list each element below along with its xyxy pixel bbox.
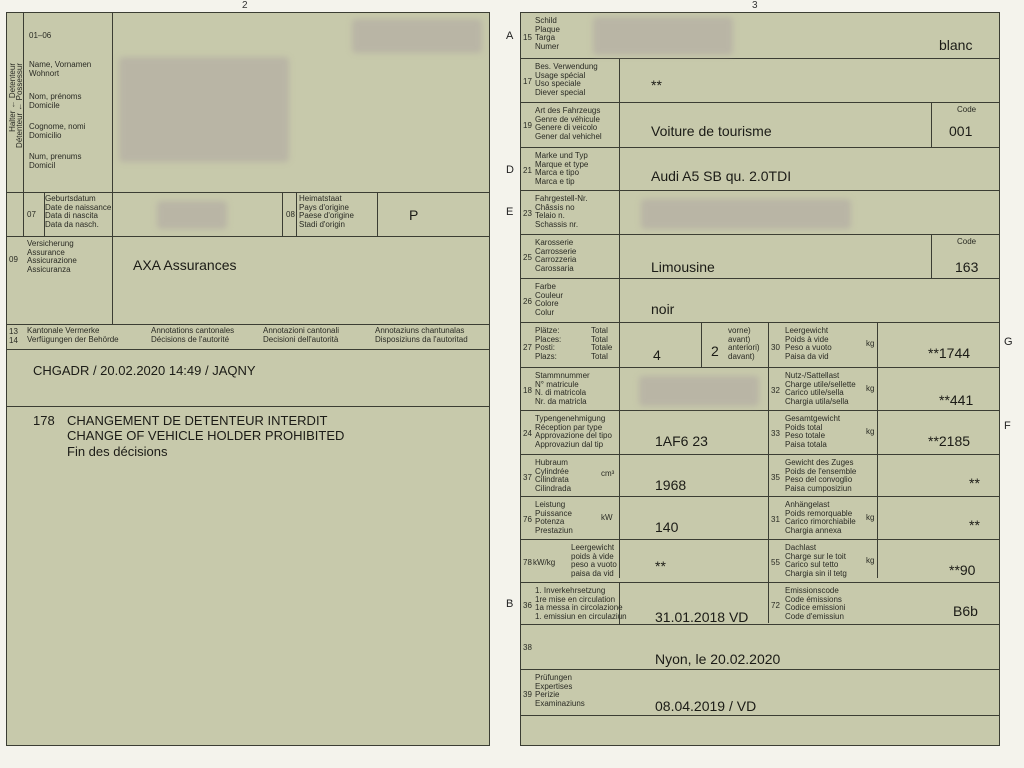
field-number-19: 19 (523, 121, 532, 130)
displacement-unit: cm³ (601, 469, 615, 478)
payload-labels: Nutz-/Sattellast Charge utile/sellette Carico utile/sella Chargia utila/sella (785, 371, 856, 406)
power-unit: kW (601, 513, 613, 522)
vehicle-type-code: 001 (949, 123, 973, 139)
plate-labels: Schild Plaque Targa Numer (535, 16, 560, 51)
displacement-train-row (521, 455, 999, 497)
displacement-value: 1968 (655, 477, 687, 493)
birth-labels: Geburtsdatum Date de naissance Data di nascita Data da nasch. (45, 194, 112, 229)
origin-labels: Heimatstaat Pays d'origine Paese d'origine Stadi d'origin (299, 194, 354, 229)
total-weight-value: **2185 (928, 433, 971, 449)
decision-line-3: Fin des décisions (67, 444, 168, 459)
redacted-master-no (639, 376, 759, 406)
train-weight-value: ** (969, 475, 980, 491)
nom-labels: Nom, prénoms Domicile (29, 92, 82, 110)
first-reg-labels: 1. Inverkehrsetzung 1re mise en circulation 1a messa in circolazione 1. emissiun en circulaziun (535, 586, 627, 621)
field-number-08: 08 (286, 210, 295, 219)
body-value: Limousine (651, 259, 715, 275)
field-number-37: 37 (523, 473, 532, 482)
color-labels: Farbe Couleur Colore Colur (535, 282, 564, 317)
inspection-labels: Prüfungen Expertises Perizie Examinaziuns (535, 673, 585, 708)
vehicle-type-value: Voiture de tourisme (651, 123, 772, 139)
field-number-26: 26 (523, 297, 532, 306)
field-number-36: 36 (523, 601, 532, 610)
plate-row (521, 13, 999, 59)
displacement-labels: Hubraum Cylindrée Cilindrata Cilindrada (535, 458, 572, 493)
make-row (521, 148, 999, 191)
empty-weight-value: **1744 (928, 345, 971, 361)
birth-row (7, 193, 489, 237)
field-number-13: 13 (9, 327, 18, 336)
margin-letter-f: F (1004, 420, 1011, 432)
field-number-31: 31 (771, 515, 780, 524)
field-number-23: 23 (523, 209, 532, 218)
page-number-left: 2 (242, 0, 248, 11)
field-number-55: 55 (771, 558, 780, 567)
empty-weight-labels: Leergewicht Poids à vide Peso a vuoto Paisa da vid (785, 326, 832, 361)
empty-weight-unit: kg (866, 339, 875, 348)
insurance-row (7, 237, 489, 325)
annotations-header-fr: Annotations cantonales Décisions de l'autorité (151, 326, 235, 344)
train-weight-labels: Gewicht des Zuges Poids de l'ensemble Peso del convoglio Paisa cumposiziun (785, 458, 857, 493)
seats-value: 4 (653, 347, 661, 363)
annotations-header-rm: Annotaziuns chantunalas Disposiziuns da l'autoritad (375, 326, 468, 344)
payload-unit: kg (866, 384, 875, 393)
field-number-32: 32 (771, 386, 780, 395)
redacted-chassis (641, 199, 851, 229)
vehicle-type-code-label: Code (957, 105, 977, 114)
seats-front-value: 2 (711, 343, 719, 359)
field-number-25: 25 (523, 253, 532, 262)
issue-row (521, 625, 999, 670)
trailer-load-labels: Anhängelast Poids remorquable Carico rimorchiabile Chargia annexa (785, 500, 856, 535)
field-number-18: 18 (523, 386, 532, 395)
roof-load-unit: kg (866, 556, 875, 565)
seats-total-labels: Total Total Totale Total (591, 326, 613, 361)
cognome-labels: Cognome, nomi Domicilio (29, 122, 86, 140)
margin-letter-d: D (506, 164, 514, 176)
inspection-value: 08.04.2019 / VD (655, 698, 757, 714)
color-row (521, 279, 999, 323)
power-value: 140 (655, 519, 679, 535)
total-weight-unit: kg (866, 427, 875, 436)
origin-value: P (409, 207, 419, 223)
issue-value: Nyon, le 20.02.2020 (655, 651, 781, 667)
emission-labels: Emissionscode Code émissions Codice emissioni Code d'emissiun (785, 586, 846, 621)
field-number-30: 30 (771, 343, 780, 352)
decision-line-2: CHANGE OF VEHICLE HOLDER PROHIBITED (67, 428, 345, 443)
payload-value: **441 (939, 392, 974, 408)
total-weight-labels: Gesamtgewicht Poids total Peso totale Paisa totala (785, 414, 841, 449)
name-labels: Name, Vornamen Wohnort (29, 60, 92, 78)
chassis-labels: Fahrgestell-Nr. Châssis no Telaio n. Schassis nr. (535, 194, 588, 229)
redacted-id (352, 19, 482, 53)
redacted-holder-name (119, 57, 289, 162)
annotations-header-de: Kantonale Vermerke Verfügungen der Behörde (27, 326, 119, 344)
field-number-09: 09 (9, 255, 18, 264)
make-value: Audi A5 SB qu. 2.0TDI (651, 168, 792, 184)
left-page (6, 12, 490, 746)
field-number-35: 35 (771, 473, 780, 482)
field-number-15: 15 (523, 33, 532, 42)
field-number-33: 33 (771, 429, 780, 438)
field-number-39: 39 (523, 690, 532, 699)
margin-letter-g: G (1004, 336, 1013, 348)
color-value: noir (651, 301, 675, 317)
margin-letter-a: A (506, 30, 514, 42)
seats-weight-row (521, 323, 999, 368)
field-number-17: 17 (523, 77, 532, 86)
margin-letter-b: B (506, 598, 514, 610)
vehicle-type-row (521, 103, 999, 148)
decision-code: 178 (33, 413, 55, 428)
field-number-27: 27 (523, 343, 532, 352)
power-labels: Leistung Puissance Potenza Prestaziun (535, 500, 573, 535)
body-code: 163 (955, 259, 979, 275)
field-number-21: 21 (523, 166, 532, 175)
redacted-birthdate (157, 201, 227, 229)
margin-letter-e: E (506, 206, 514, 218)
decision-line-1: CHANGEMENT DE DETENTEUR INTERDIT (67, 413, 328, 428)
chgadr-line: CHGADR / 20.02.2020 14:49 / JAQNY (33, 363, 256, 378)
special-use-row (521, 59, 999, 103)
seats-labels: Plätze: Places: Posti: Plazs: (535, 326, 562, 361)
field-number-14: 14 (9, 336, 18, 345)
approval-total-row (521, 411, 999, 455)
trailer-load-value: ** (969, 517, 980, 533)
holder-side-label-1: Halter ← Detenteur (8, 63, 17, 132)
field-number-38: 38 (523, 643, 532, 652)
ratio-roof-row (521, 540, 999, 583)
insurance-value: AXA Assurances (133, 257, 237, 273)
body-code-label: Code (957, 237, 977, 246)
seats-front-labels: vorne) avant) anteriori) davant) (728, 326, 760, 361)
chassis-row (521, 191, 999, 235)
master-no-labels: Stammnummer N° matricule N. di matricola Nr. da matricla (535, 371, 590, 406)
approval-value: 1AF6 23 (655, 433, 708, 449)
power-trailer-row (521, 497, 999, 540)
holder-block (7, 13, 489, 193)
first-reg-emission-row (521, 583, 999, 625)
field-number-07: 07 (27, 210, 36, 219)
right-page (520, 12, 1000, 746)
num-labels: Num, prenums Domicil (29, 152, 82, 170)
field-number-01-06: 01–06 (29, 31, 52, 40)
insurance-labels: Versicherung Assurance Assicurazione Assicuranza (27, 239, 77, 274)
ratio-labels: Leergewicht poids à vide peso a vuoto paisa da vid (571, 543, 617, 578)
field-number-72: 72 (771, 601, 780, 610)
holder-side-label-2: Détenteur ← Possessur (15, 63, 24, 148)
roof-load-value: **90 (949, 562, 976, 578)
ratio-unit: kW/kg (533, 558, 556, 567)
plate-value: blanc (939, 37, 973, 53)
body-labels: Karosserie Carrosserie Carrozzeria Carossaria (535, 238, 577, 273)
first-reg-value: 31.01.2018 VD (655, 609, 749, 625)
inspection-row (521, 670, 999, 716)
emission-value: B6b (953, 603, 978, 619)
field-number-78: 78 (523, 558, 532, 567)
special-use-labels: Bes. Verwendung Usage spécial Uso speciale Diever special (535, 62, 598, 97)
trailer-load-unit: kg (866, 513, 875, 522)
approval-labels: Typengenehmigung Réception par type Approvazione del tipo Approvaziun dal tip (535, 414, 612, 449)
body-row (521, 235, 999, 279)
roof-load-labels: Dachlast Charge sur le toit Carico sul tetto Chargia sin il tetg (785, 543, 847, 578)
make-labels: Marke und Typ Marque et type Marca e tipo Marca e tip (535, 151, 589, 186)
field-number-24: 24 (523, 429, 532, 438)
annotations-header-it: Annotazioni cantonali Decisioni dell'autorità (263, 326, 340, 344)
page-number-right: 3 (752, 0, 758, 11)
redacted-plate (593, 17, 733, 55)
master-payload-row (521, 368, 999, 411)
ratio-value: ** (655, 558, 666, 574)
vehicle-type-labels: Art des Fahrzeugs Genre de véhicule Genere di veicolo Gener dal vehichel (535, 106, 602, 141)
field-number-76: 76 (523, 515, 532, 524)
special-use-value: ** (651, 77, 662, 93)
